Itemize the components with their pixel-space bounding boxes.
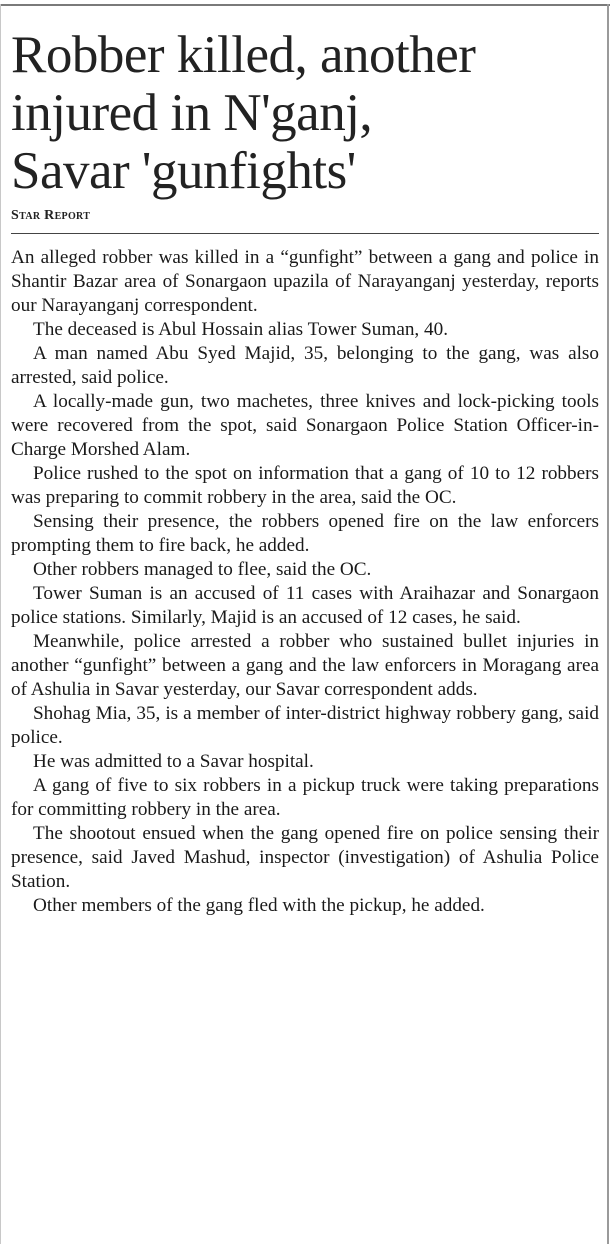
headline: [11, 26, 599, 200]
article-paragraph: Shohag Mia, 35, is a member of inter-district highway robbery gang, said police.: [11, 703, 599, 748]
headline-line: injured in N'ganj,: [11, 84, 373, 142]
byline: Star Report: [11, 208, 599, 234]
article-body: [11, 246, 599, 918]
headline-line: Robber killed, another: [11, 26, 476, 84]
article-paragraph: Other robbers managed to flee, said the OC.: [33, 559, 372, 580]
article-paragraph: Sensing their presence, the robbers opened fire on the law enforcers prompting them to fire back, he added.: [11, 511, 599, 556]
article-paragraph: Meanwhile, police arrested a robber who sustained bullet injuries in another “gunfight” between a gang and the law enforcers in Moragang area of Ashulia in Savar yesterday, our Savar correspondent adds.: [11, 631, 599, 700]
top-border-rule: [0, 4, 610, 6]
right-border-rule: [607, 4, 609, 1244]
article-paragraph: A gang of five to six robbers in a pickup truck were taking preparations for committing robbery in the area.: [11, 775, 599, 820]
headline-line: Savar 'gunfights': [11, 142, 356, 200]
left-border-rule: [0, 4, 1, 1244]
article-paragraph: He was admitted to a Savar hospital.: [33, 751, 314, 772]
news-article: [11, 26, 599, 918]
article-paragraph: An alleged robber was killed in a “gunfight” between a gang and police in Shantir Bazar area of Sonargaon upazila of Narayanganj yesterday, reports our Narayanganj correspondent.: [11, 247, 599, 316]
article-paragraph: A locally-made gun, two machetes, three knives and lock-picking tools were recovered from the spot, said Sonargaon Police Station Officer-in-Charge Morshed Alam.: [11, 391, 599, 460]
article-paragraph: Tower Suman is an accused of 11 cases with Araihazar and Sonargaon police stations. Similarly, Majid is an accused of 12 cases, he said.: [11, 583, 599, 628]
article-paragraph: Other members of the gang fled with the pickup, he added.: [33, 895, 485, 916]
article-paragraph: The shootout ensued when the gang opened fire on police sensing their presence, said Javed Mashud, inspector (investigation) of Ashulia Police Station.: [11, 823, 599, 892]
article-paragraph: The deceased is Abul Hossain alias Tower Suman, 40.: [33, 319, 449, 340]
article-paragraph: Police rushed to the spot on information that a gang of 10 to 12 robbers was preparing to commit robbery in the area, said the OC.: [11, 463, 599, 508]
article-paragraph: A man named Abu Syed Majid, 35, belonging to the gang, was also arrested, said police.: [11, 343, 599, 388]
